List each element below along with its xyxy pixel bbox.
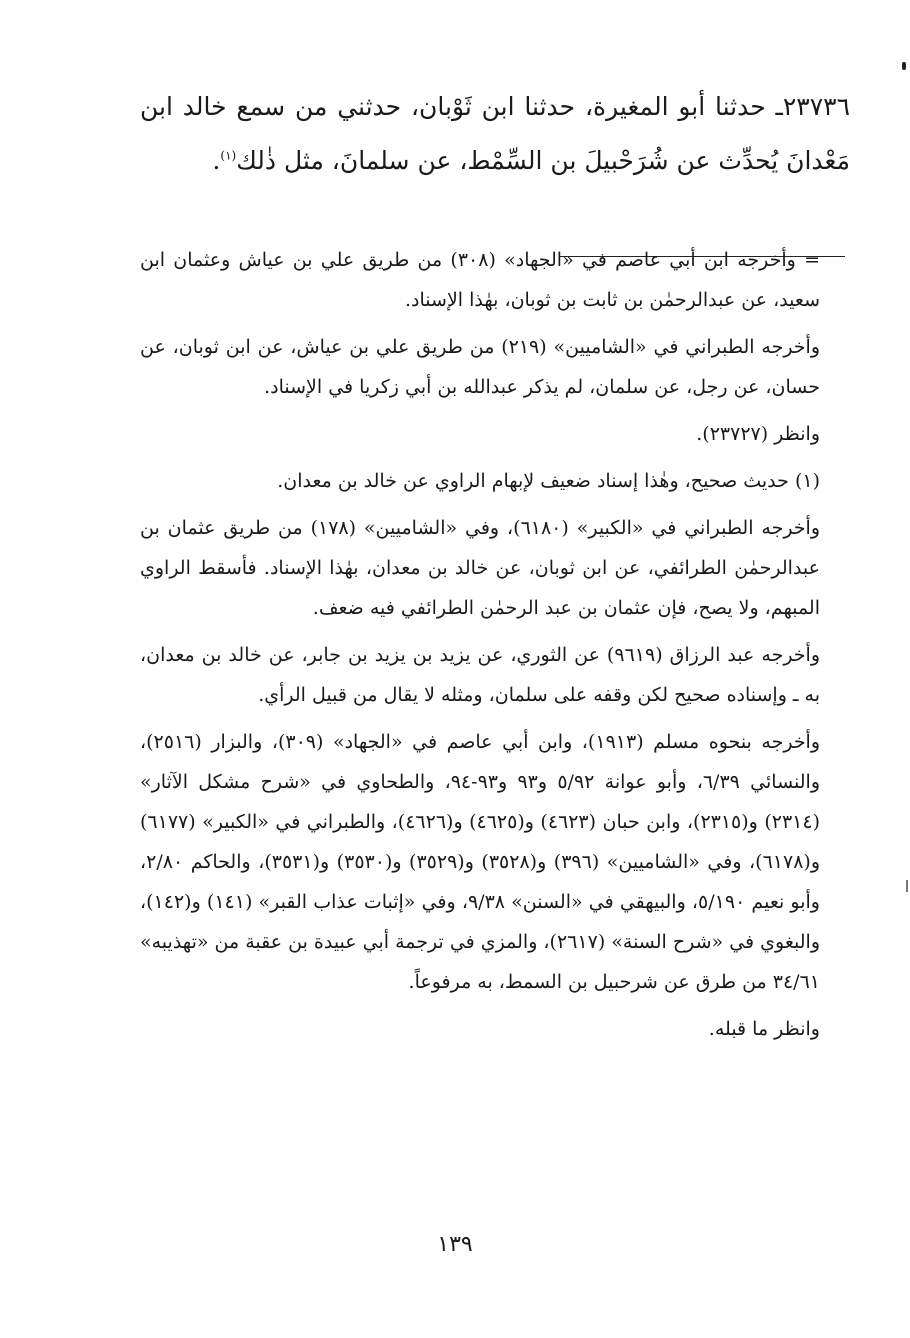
footnote-paragraph: وانظر (٢٣٧٢٧). — [696, 423, 820, 445]
page-number: ١٣٩ — [437, 1232, 473, 1257]
hadith-paragraph — [140, 80, 850, 188]
hadith-end-mark: . — [212, 146, 221, 175]
margin-mark — [902, 62, 906, 70]
margin-tick — [906, 880, 908, 892]
footnote-paragraph: وانظر ما قبله. — [708, 1018, 820, 1040]
footnote-paragraph: وأخرجه عبد الرزاق (٩٦١٩) عن الثوري، عن يزيد بن يزيد بن جابر، عن خالد بن معدان، به ـ وإسناده صحيح لكن وقفه على سلمان، ومثله لا يقال من قبيل الرأي. — [140, 644, 821, 706]
hadith-main-text — [140, 80, 850, 188]
footnote-paragraph: وأخرجه الطبراني في «الشاميين» (٢١٩) من طريق علي بن عياش، عن ابن ثوبان، عن حسان، عن رجل، عن سلمان، لم يذكر عبدالله بن أبي زكريا في الإسناد. — [140, 336, 820, 398]
footnote-paragraph: (١) حديث صحيح، وهٰذا إسناد ضعيف لإبهام الراوي عن خالد بن معدان. — [277, 470, 820, 492]
hadith-text: ٢٣٧٣٦ـ حدثنا أبو المغيرة، حدثنا ابن ثَوْبان، حدثني من سمع خالد ابن مَعْدانَ يُحدِّث عن شُرَحْبيلَ بن السِّمْط، عن سلمانَ، مثل ذٰلك — [140, 92, 850, 175]
footnotes-section — [140, 240, 852, 1056]
footnote-marker: (١) — [220, 148, 237, 163]
footnote-paragraph: وأخرجه بنحوه مسلم (١٩١٣)، وابن أبي عاصم في «الجهاد» (٣٠٩)، والبزار (٢٥١٦)، والنسائي ٦/٣٩، وأبو عوانة ٥/٩٢ و٩٣ و٩٣-٩٤، والطحاوي في «شرح مشكل الآثار» (٢٣١٤) و(٢٣١٥)، وابن حبان (٤٦٢٣) و(٤٦٢٥) و(٤٦٢٦)، والطبراني في «الكبير» (٦١٧٧) و(٦١٧٨)، وفي «الشاميين» (٣٩٦) و(٣٥٢٨) و(٣٥٢٩) و(٣٥٣٠) و(٣٥٣١)، والحاكم ٢/٨٠، وأبو نعيم ٥/١٩٠، والبيهقي في «السنن» ٩/٣٨، وفي «إثبات عذاب القبر» (١٤١) و(١٤٢)، والبغوي في «شرح السنة» (٢٦١٧)، والمزي في ترجمة أبي عبيدة بن عقبة من «تهذيبه» ٣٤/٦١ من طرق عن شرحبيل بن السمط، به مرفوعاً. — [140, 731, 821, 993]
footnote-paragraph: = وأخرجه ابن أبي عاصم في «الجهاد» (٣٠٨) من طريق علي بن عياش وعثمان ابن سعيد، عن عبدالرحمٰن بن ثابت بن ثوبان، بهٰذا الإسناد. — [140, 249, 820, 311]
footnote-paragraph: وأخرجه الطبراني في «الكبير» (٦١٨٠)، وفي «الشاميين» (١٧٨) من طريق عثمان بن عبدالرحمٰن الطرائفي، عن ابن ثوبان، عن خالد بن معدان، بهٰذا الإسناد. فأسقط الراوي المبهم، ولا يصح، فإن عثمان بن عبد الرحمٰن الطرائفي فيه ضعف. — [140, 517, 821, 619]
